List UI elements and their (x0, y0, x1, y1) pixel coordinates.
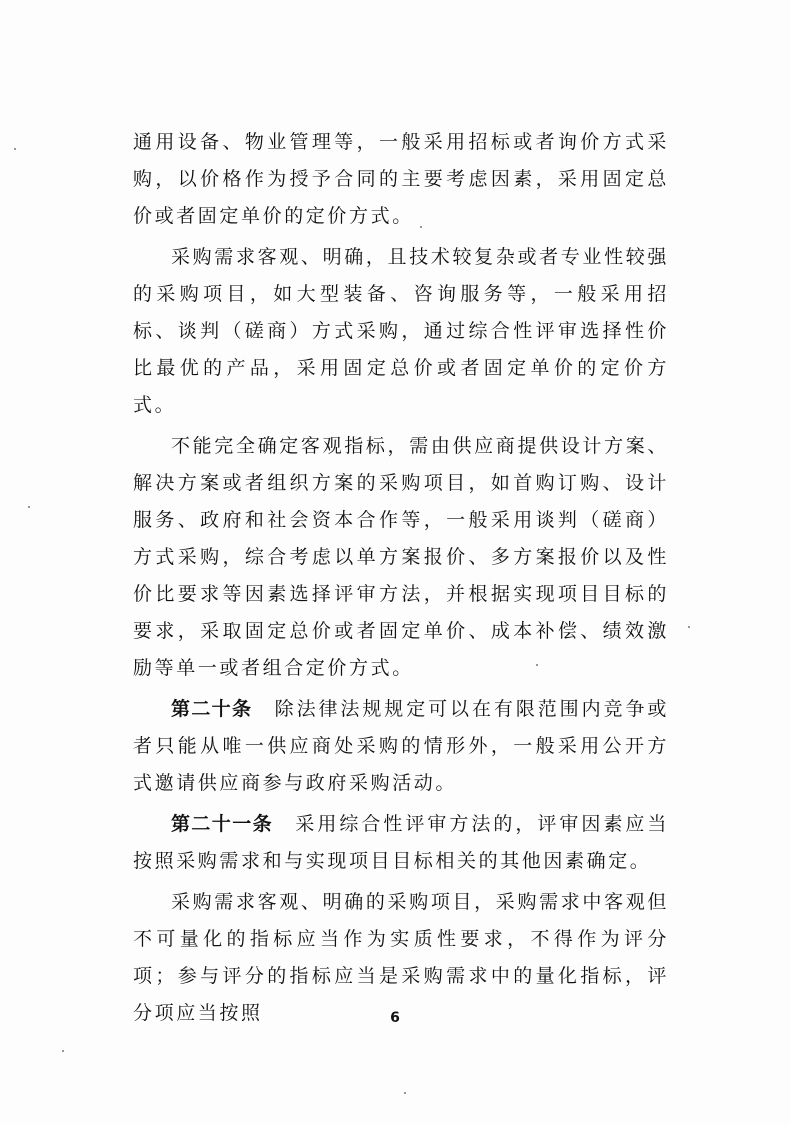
article-20-heading: 第二十条 (171, 698, 253, 720)
scan-speck (688, 626, 690, 628)
scan-speck (536, 664, 538, 666)
article-21-text: 采用综合性评审方法的，评审因素应当按照采购需求和与实现项目目标相关的其他因素确定。 (133, 813, 669, 872)
paragraph-general-equipment: 通用设备、物业管理等，一般采用招标或者询价方式采购，以价格作为授予合同的主要考虑因素，采用固定总价或者固定单价的定价方式。 (133, 131, 669, 227)
scan-speck (14, 148, 16, 150)
paragraph-complex-projects: 采购需求客观、明确，且技术较复杂或者专业性较强的采购项目，如大型装备、咨询服务等，一般采用招标、谈判（磋商）方式采购，通过综合性评审选择性价比最优的产品，采用固定总价或者固定单价的定价方式。 (133, 246, 669, 416)
article-21 (133, 806, 669, 880)
page-number: 6 (390, 1010, 400, 1026)
paragraph-non-objective-indicators: 不能完全确定客观指标，需由供应商提供设计方案、解决方案或者组织方案的采购项目，如首购订购、设计服务、政府和社会资本合作等，一般采用谈判（磋商）方式采购，综合考虑以单方案报价、多方案报价以及性价比要求等因素选择评审方法，并根据实现项目目标的要求，采取固定总价或者固定单价、成本补偿、绩效激励等单一或者组合定价方式。 (133, 435, 669, 679)
paragraph-scoring-indicators: 采购需求客观、明确的采购项目，采购需求中客观但不可量化的指标应当作为实质性要求，不得作为评分项；参与评分的指标应当是采购需求中的量化指标，评分项应当按照 (133, 891, 669, 1024)
scan-speck (420, 226, 422, 228)
scan-speck (404, 1092, 406, 1094)
scan-speck (28, 506, 30, 508)
document-body (133, 124, 669, 1036)
article-21-heading: 第二十一条 (171, 813, 273, 835)
article-20-text: 除法律法规规定可以在有限范围内竞争或者只能从唯一供应商处采购的情形外，一般采用公开方式邀请供应商参与政府采购活动。 (133, 698, 669, 794)
scan-speck (62, 1050, 64, 1052)
article-20 (133, 691, 669, 802)
